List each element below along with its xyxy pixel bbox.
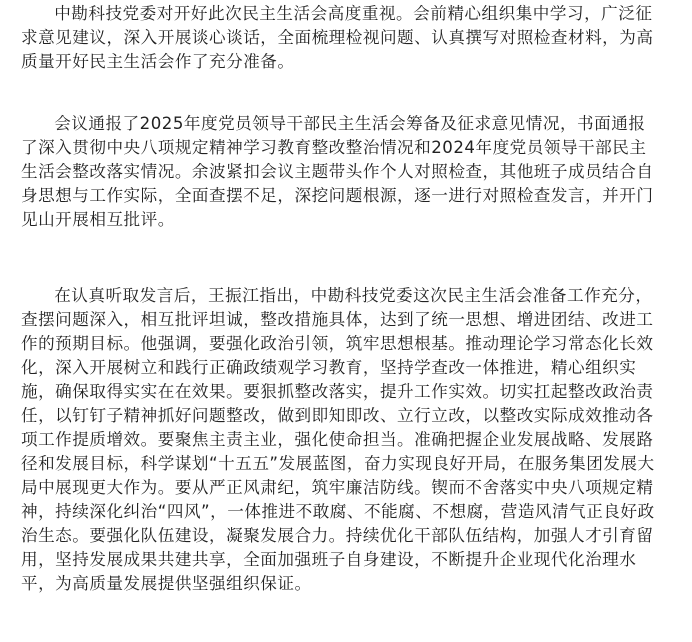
paragraph-speech-summary [21, 282, 673, 594]
paragraph-line: 任，以钉钉子精神抓好问题整改，做到即知即改、立行立改，以整改实际成效推动各 [21, 406, 654, 425]
paragraph-line: 用，坚持发展成果共建共享，全面加强班子自身建设，不断提升企业现代化治理水 [21, 550, 637, 569]
paragraph-line: 见山开展相互批评。 [21, 210, 175, 229]
paragraph-line: 生活会整改落实情况。余波紧扣会议主题带头作个人对照检查，其他班子成员结合自 [21, 162, 654, 181]
paragraph-line: 在认真听取发言后，王振江指出，中勘科技党委这次民主生活会准备工作充分， [54, 286, 653, 305]
paragraph-line: 项工作提质增效。要聚焦主责主业，强化使命担当。准确把握企业发展战略、发展路 [21, 430, 654, 449]
paragraph-line: 了深入贯彻中央八项规定精神学习教育整改整治情况和2024年度党员领导干部民主 [21, 138, 647, 157]
paragraph-line: 局中展现更大作为。要从严正风肃纪，筑牢廉洁防线。锲而不舍落实中央八项规定精 [21, 478, 654, 497]
paragraph-line: 会议通报了2025年度党员领导干部民主生活会筹备及征求意见情况，书面通报 [54, 114, 646, 133]
paragraph-line: 施，确保取得实实在在效果。要狠抓整改落实，提升工作实效。切实扛起整改政治责 [21, 382, 654, 401]
paragraph-meeting-report [21, 110, 673, 230]
paragraph-line: 作的预期目标。他强调，要强化政治引领，筑牢思想根基。推动理论学习常态化长效 [21, 334, 654, 353]
paragraph-line: 化，深入开展树立和践行正确政绩观学习教育，坚持学查改一体推进，精心组织实 [21, 358, 637, 377]
paragraph-line: 求意见建议，深入开展谈心谈话，全面梳理检视问题、认真撰写对照检查材料，为高 [21, 28, 654, 47]
paragraph-preparation [21, 0, 673, 72]
paragraph-line: 查摆问题深入，相互批评坦诚，整改措施具体，达到了统一思想、增进团结、改进工 [21, 310, 654, 329]
paragraph-line: 平，为高质量发展提供坚强组织保证。 [21, 574, 312, 593]
paragraph-line: 质量开好民主生活会作了充分准备。 [21, 52, 295, 71]
paragraph-line: 径和发展目标，科学谋划“十五五”发展蓝图，奋力实现良好开局，在服务集团发展大 [21, 454, 655, 473]
paragraph-line: 身思想与工作实际，全面查摆不足，深挖问题根源，逐一进行对照检查发言，并开门 [21, 186, 654, 205]
paragraph-line: 治生态。要强化队伍建设，凝聚发展合力。持续优化干部队伍结构，加强人才引育留 [21, 526, 654, 545]
paragraph-line: 神，持续深化纠治“四风”，一体推进不敢腐、不能腐、不想腐，营造风清气正良好政 [21, 502, 655, 521]
paragraph-line: 中勘科技党委对开好此次民主生活会高度重视。会前精心组织集中学习，广泛征 [54, 4, 653, 23]
